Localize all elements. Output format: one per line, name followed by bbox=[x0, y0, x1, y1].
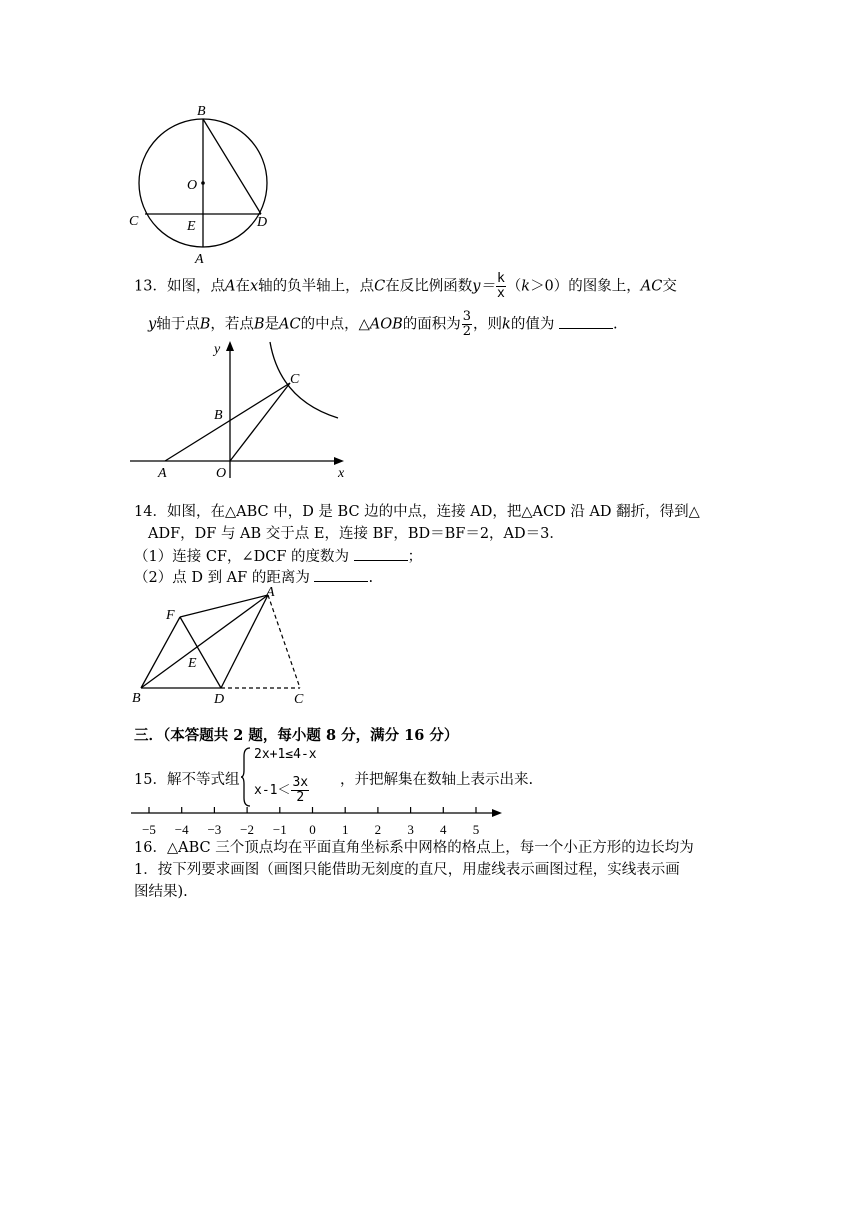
label-b: B bbox=[197, 104, 206, 119]
segment-af bbox=[180, 595, 268, 617]
segment-ad bbox=[221, 595, 268, 688]
label-d: D bbox=[214, 692, 225, 707]
q16-line2: 1．按下列要求画图（画图只能借助无刻度的直尺，用虚线表示画图过程，实线表示画 bbox=[134, 862, 680, 878]
q14-sub1 bbox=[134, 546, 422, 567]
section-heading: 三．（本答题共 2 题，每小题 8 分，满分 16 分） bbox=[134, 727, 459, 744]
label-c: C bbox=[294, 692, 304, 707]
q13-line1 bbox=[134, 272, 677, 301]
frac-numerator: k bbox=[496, 271, 505, 286]
segment-ac-dashed bbox=[268, 595, 300, 688]
segment-ab bbox=[141, 595, 268, 688]
q13-point-b: B bbox=[253, 316, 265, 333]
q13-text: （ bbox=[506, 278, 522, 295]
q16-line3: 图结果). bbox=[134, 884, 188, 900]
q13-k: k bbox=[521, 278, 531, 295]
segment-fd bbox=[180, 617, 221, 688]
answer-blank[interactable] bbox=[354, 546, 408, 561]
q14-sub2-end: . bbox=[368, 570, 374, 586]
q15-inequality-1: 2x+1≤4-x bbox=[254, 747, 317, 762]
q13-text: 在 bbox=[235, 278, 250, 295]
q13-text: 在反比例函数 bbox=[385, 278, 473, 295]
number-line-ticks bbox=[142, 807, 479, 837]
q13-line2 bbox=[148, 310, 618, 339]
q13-text: 如图，点 bbox=[166, 278, 225, 295]
triangle-fold-figure bbox=[128, 585, 313, 707]
q13-ac: AC bbox=[640, 278, 663, 295]
q13-area-fraction bbox=[462, 310, 472, 339]
label-y: y bbox=[214, 342, 221, 357]
q14-sub2-text: （2）点 D 到 AF 的距离为 bbox=[134, 570, 310, 586]
number-line-tick-label: −1 bbox=[272, 822, 287, 837]
frac-denominator: 2 bbox=[296, 790, 305, 805]
chord-bd bbox=[203, 119, 261, 214]
q13-text: 的值为 bbox=[510, 316, 555, 333]
x-axis-arrow-icon bbox=[334, 457, 344, 465]
q13-y-eq: y＝ bbox=[472, 278, 495, 295]
number-line-tick-label: 0 bbox=[309, 822, 316, 837]
label-c: C bbox=[290, 372, 300, 387]
q13-point-c: C bbox=[374, 278, 386, 295]
q13-text: 的面积为 bbox=[402, 316, 461, 333]
q13-text: . bbox=[612, 316, 618, 333]
label-a: A bbox=[195, 252, 204, 265]
label-d: D bbox=[257, 215, 268, 230]
q13-fraction-k-over-x bbox=[496, 272, 506, 301]
number-line-arrow-icon bbox=[492, 809, 502, 817]
q13-x: x bbox=[249, 278, 259, 295]
number-line-tick-label: −5 bbox=[142, 822, 156, 837]
center-point bbox=[201, 181, 205, 185]
frac-numerator: 3x bbox=[292, 775, 309, 790]
q15-suffix: ，并把解集在数轴上表示出来. bbox=[340, 772, 534, 788]
ineq2-fraction bbox=[291, 776, 309, 805]
number-line-tick-label: −4 bbox=[174, 822, 189, 837]
q13-text: 是 bbox=[264, 316, 280, 333]
hyperbola-branch bbox=[270, 342, 338, 418]
q13-text: ，若点 bbox=[210, 316, 254, 333]
q13-text: 轴于点 bbox=[156, 316, 200, 333]
q13-text: 的中点，△ bbox=[300, 316, 370, 333]
label-e: E bbox=[187, 219, 196, 234]
segment-fb bbox=[141, 617, 180, 688]
frac-denominator: x bbox=[496, 286, 505, 301]
number-line-tick-label: 2 bbox=[374, 822, 382, 837]
label-b: B bbox=[214, 408, 223, 423]
q14-line1: 14．如图，在△ABC 中，D 是 BC 边的中点，连接 AD，把△ACD 沿 AD 翻折，得到△ bbox=[134, 504, 700, 520]
q14-sub1-end: ； bbox=[407, 549, 423, 565]
answer-blank[interactable] bbox=[559, 314, 613, 329]
q13-point-b: B bbox=[199, 316, 211, 333]
segment-oc bbox=[230, 383, 290, 461]
circle-figure bbox=[125, 100, 285, 265]
q16-line1: 16．△ABC 三个顶点均在平面直角坐标系中网格的格点上，每一个小正方形的边长均为 bbox=[134, 840, 694, 856]
number-line-tick-label: 3 bbox=[407, 822, 414, 837]
q15-inequality-2 bbox=[254, 776, 310, 805]
number-line-tick-label: −3 bbox=[207, 822, 222, 837]
q13-text: ，则 bbox=[473, 316, 503, 333]
label-o: O bbox=[187, 178, 198, 193]
q13-text: ＞0）的图象上， bbox=[530, 278, 641, 295]
segment-ac bbox=[165, 383, 290, 461]
q13-point-a: A bbox=[224, 278, 236, 295]
q14-line2: ADF，DF 与 AB 交于点 E，连接 BF，BD＝BF＝2，AD＝3． bbox=[148, 526, 564, 542]
label-e: E bbox=[188, 656, 197, 671]
q13-y: y bbox=[148, 316, 157, 333]
number-line-tick-label: 4 bbox=[440, 822, 447, 837]
q15-prefix: 15．解不等式组 bbox=[134, 772, 240, 788]
q13-text: 轴的负半轴上，点 bbox=[258, 278, 375, 295]
number-line-tick-label: 1 bbox=[341, 822, 349, 837]
answer-blank[interactable] bbox=[314, 567, 368, 582]
label-f: F bbox=[166, 608, 175, 623]
frac-numerator: 3 bbox=[462, 309, 472, 324]
left-brace-icon bbox=[240, 746, 252, 808]
y-axis-arrow-icon bbox=[226, 341, 234, 351]
q13-text: 交 bbox=[662, 278, 677, 295]
q13-aob: AOB bbox=[369, 316, 403, 333]
q14-sub1-text: （1）连接 CF，∠DCF 的度数为 bbox=[134, 549, 350, 565]
q13-ac: AC bbox=[279, 316, 301, 333]
label-x: x bbox=[338, 466, 345, 480]
q13-number: 13． bbox=[134, 278, 167, 295]
number-line bbox=[128, 802, 508, 842]
label-o: O bbox=[216, 466, 227, 480]
frac-denominator: 2 bbox=[462, 324, 472, 339]
label-a: A bbox=[266, 585, 275, 600]
label-a: A bbox=[158, 466, 167, 480]
coordinate-figure bbox=[128, 338, 353, 480]
number-line-tick-label: −2 bbox=[240, 822, 255, 837]
ineq2-left: x-1＜ bbox=[254, 783, 291, 798]
label-c: C bbox=[129, 214, 139, 229]
q13-k: k bbox=[502, 316, 511, 333]
label-b: B bbox=[132, 691, 141, 706]
number-line-tick-label: 5 bbox=[472, 822, 480, 837]
